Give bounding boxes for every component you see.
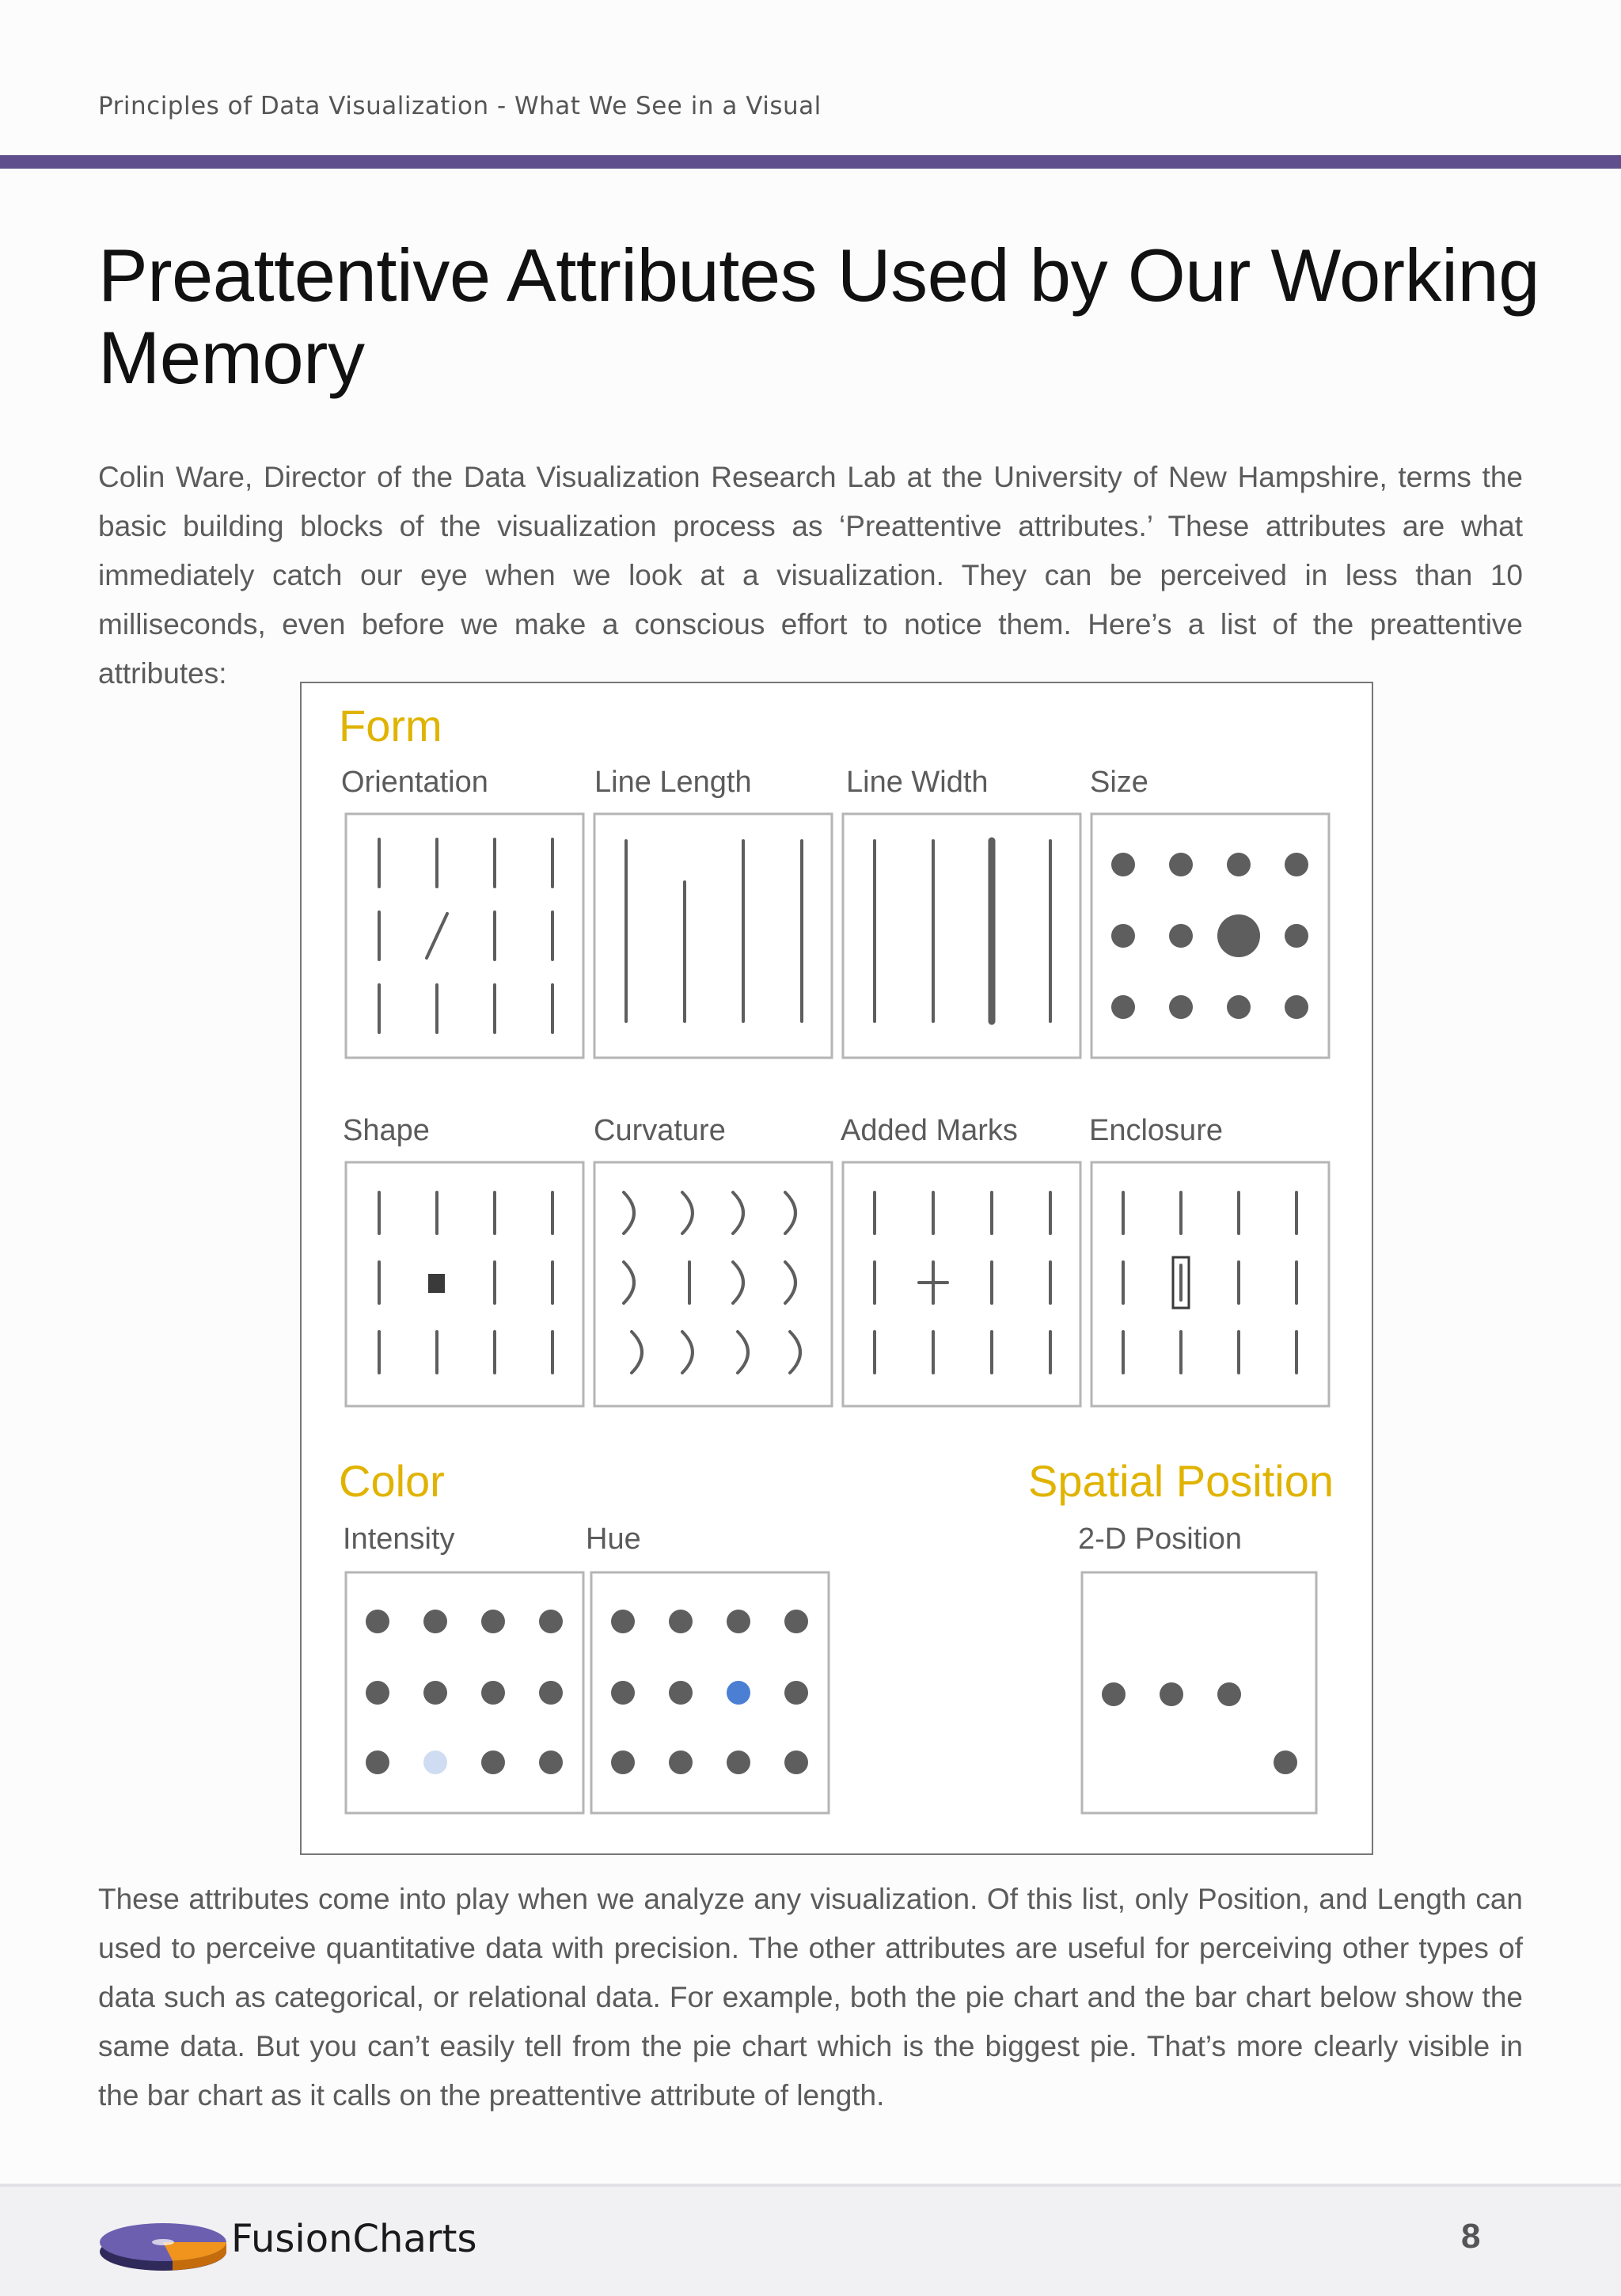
fusioncharts-logo-icon (97, 2210, 230, 2278)
offset-dot-mark (1274, 1751, 1297, 1774)
large-dot-mark (1217, 914, 1260, 957)
label-shape: Shape (343, 1114, 430, 1147)
panel-enclosure (1091, 1162, 1329, 1406)
panel-line-width (843, 814, 1080, 1058)
group-heading-spatial-position: Spatial Position (1027, 1456, 1334, 1506)
panel-orientation (346, 814, 583, 1058)
label-hue: Hue (586, 1522, 641, 1556)
outro-paragraph: These attributes come into play when we analyze any visualization. Of this list, only Position, and Length can used to perceive quantitative data with precision. The other attributes are useful for perceiving other types of data such as categorical, or relational data. For example, both the pie chart and the bar chart below show the same data. But you can’t easily tell from the pie chart which is the biggest pie. That’s more clearly visible in the bar chart as it calls on the preattentive attribute of length. (98, 1883, 1523, 2112)
label-size: Size (1090, 766, 1148, 799)
label-added-marks: Added Marks (841, 1114, 1018, 1147)
panel-shape (346, 1162, 583, 1406)
intro-paragraph: Colin Ware, Director of the Data Visualization Research Lab at the University of New Hampshire, terms the basic building blocks of the visualization process as ‘Preattentive attributes.’ These attributes are what immediately catch our eye when we look at a visualization. They can be perceived in less than 10 milliseconds, even before we make a conscious effort to notice them. Here’s a list of the preattentive attributes: (98, 461, 1523, 690)
label-curvature: Curvature (594, 1114, 726, 1147)
square-mark (428, 1274, 445, 1293)
label-line-width: Line Width (846, 766, 989, 799)
label-2d-position: 2-D Position (1078, 1522, 1242, 1556)
group-heading-form: Form (339, 701, 442, 751)
light-dot-mark (423, 1751, 447, 1774)
header-rule (0, 155, 1621, 169)
page-number: 8 (1461, 2217, 1481, 2256)
label-intensity: Intensity (343, 1522, 455, 1556)
group-heading-color: Color (339, 1456, 445, 1506)
label-enclosure: Enclosure (1089, 1114, 1223, 1147)
page-title: Preattentive Attributes Used by Our Working Memory (98, 234, 1540, 399)
label-line-length: Line Length (594, 766, 752, 799)
panel-line-length (594, 814, 832, 1058)
brand-name: FusionCharts (231, 2217, 477, 2261)
blue-dot-mark (727, 1681, 750, 1705)
preattentive-attributes-figure (299, 681, 1374, 1856)
panel-added-marks (843, 1162, 1080, 1406)
label-orientation: Orientation (341, 766, 488, 799)
running-header: Principles of Data Visualization - What We See in a Visual (98, 92, 822, 120)
